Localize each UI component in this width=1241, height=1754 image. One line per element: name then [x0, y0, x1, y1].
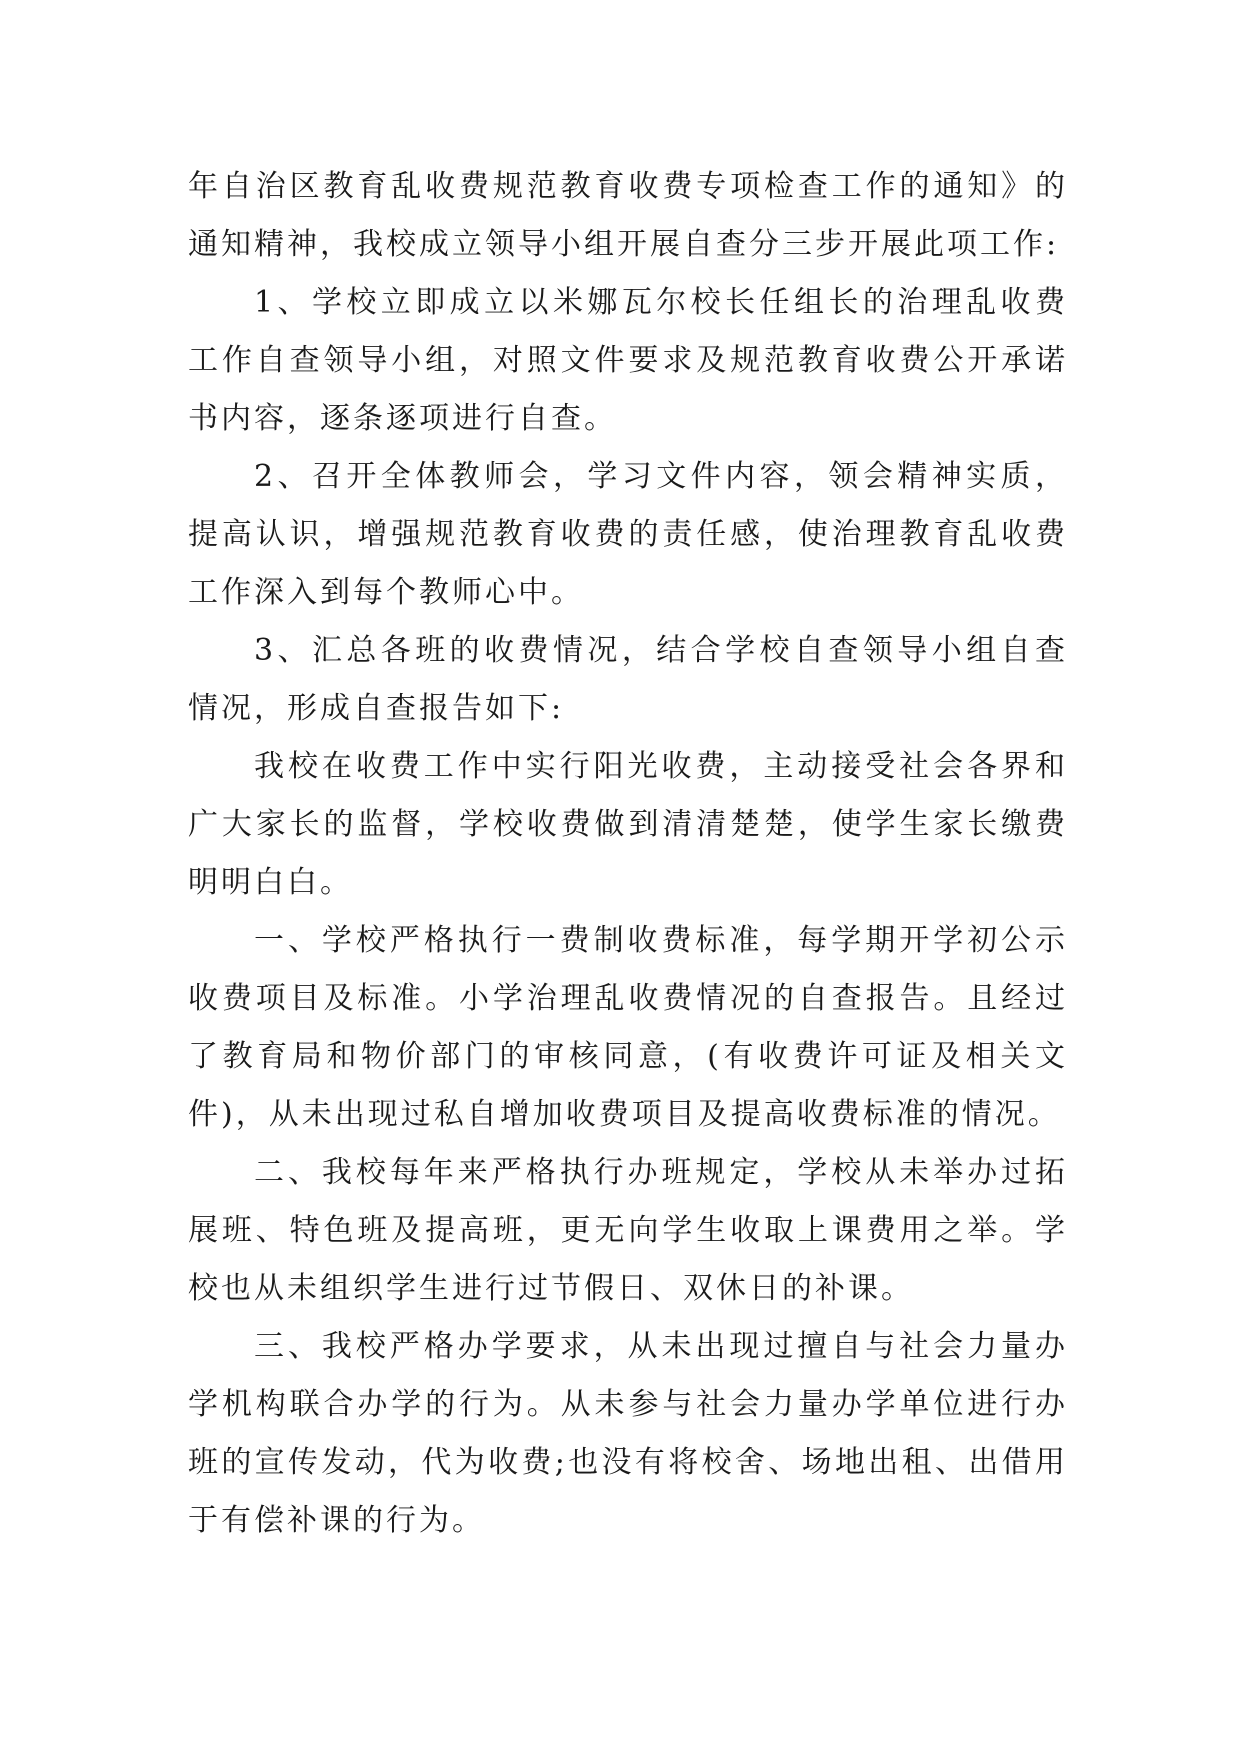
paragraph-step-1: 1、学校立即成立以米娜瓦尔校长任组长的治理乱收费工作自查领导小组，对照文件要求及规范教育收费公开承诺书内容，逐条逐项进行自查。: [188, 285, 1068, 436]
paragraph-item-2: 二、我校每年来严格执行办班规定，学校从未举办过拓展班、特色班及提高班，更无向学生收取上课费用之举。学校也从未组织学生进行过节假日、双休日的补课。: [188, 1155, 1068, 1306]
paragraph-step-2: 2、召开全体教师会，学习文件内容，领会精神实质，提高认识，增强规范教育收费的责任感，使治理教育乱收费工作深入到每个教师心中。: [188, 459, 1068, 610]
paragraph-summary: 我校在收费工作中实行阳光收费，主动接受社会各界和广大家长的监督，学校收费做到清清楚楚，使学生家长缴费明明白白。: [188, 749, 1068, 900]
paragraph-item-3: 三、我校严格办学要求，从未出现过擅自与社会力量办学机构联合办学的行为。从未参与社会力量办学单位进行办班的宣传发动，代为收费;也没有将校舍、场地出租、出借用于有偿补课的行为。: [188, 1329, 1068, 1538]
document-body: [188, 158, 1068, 1550]
paragraph-intro: 年自治区教育乱收费规范教育收费专项检查工作的通知》的通知精神，我校成立领导小组开展自查分三步开展此项工作:: [188, 169, 1068, 262]
paragraph-step-3: 3、汇总各班的收费情况，结合学校自查领导小组自查情况，形成自查报告如下:: [188, 633, 1068, 726]
paragraph-item-1: 一、学校严格执行一费制收费标准，每学期开学初公示收费项目及标准。小学治理乱收费情况的自查报告。且经过了教育局和物价部门的审核同意，(有收费许可证及相关文件)，从未出现过私自增加收费项目及提高收费标准的情况。: [188, 923, 1068, 1132]
